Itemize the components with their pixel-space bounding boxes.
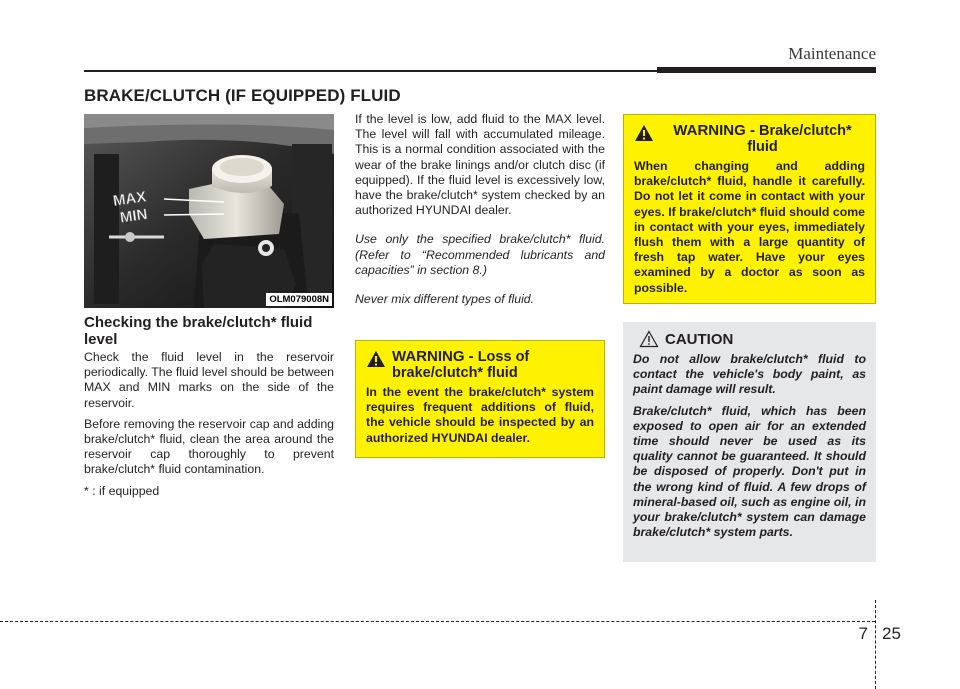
refill-paragraph-1: If the level is low, add fluid to the MAX level. The level will fall with accumulated mileage. This is a normal condition associated with the wear of the brake linings and/or clutch disc (if equipped). If the fluid level is excessively low, have the brake/clutch* system checked by an authorized HYUNDAI dealer. <box>355 112 605 218</box>
caution-label: CAUTION <box>665 330 734 348</box>
section-label: Maintenance <box>788 44 876 63</box>
max-label: MAX <box>111 188 148 210</box>
caution-paragraph-1: Do not allow brake/clutch* fluid to contact the vehicle's body paint, as paint damage will result. <box>633 352 866 397</box>
caution-box <box>623 322 876 562</box>
header-rule-bold <box>657 67 876 73</box>
header-rule <box>84 70 657 72</box>
reservoir-photo <box>84 114 334 308</box>
chapter-number: 7 <box>858 624 868 643</box>
figure-code: OLM079008N <box>266 293 332 306</box>
warning-loss-heading <box>366 349 594 381</box>
caution-paragraph-2: Brake/clutch* fluid, which has been exposed to open air for an extended time should never be used as its quality cannot be guaranteed. It should be disposed of properly. Don't put in the wrong kind of fluid. A few drops of mineral-based oil, such as engine oil, in your brake/clutch* system can damage brake/clutch* system parts. <box>633 403 866 540</box>
caution-body <box>633 352 866 540</box>
warning-triangle-icon <box>634 124 654 142</box>
warning-loss-title: Loss of brake/clutch* fluid <box>392 349 530 381</box>
footnote: * : if equipped <box>84 483 160 498</box>
min-label: MIN <box>118 205 149 227</box>
checking-paragraph-2: Before removing the reservoir cap and adding brake/clutch* fluid, clean the area around the reservoir cap thoroughly to prevent brake/clutch* fluid contamination. <box>84 416 334 477</box>
footer-divider <box>875 600 876 689</box>
caution-triangle-icon <box>639 330 659 348</box>
warning-fluid-body: When changing and adding brake/clutch* fluid, handle it carefully. Do not let it come in contact with your eyes. If brake/clutch* fluid should come in contact with your eyes, immediately flush them with a large quantity of fresh tap water. Have your eyes examined by a doctor as soon as possible. <box>634 159 865 295</box>
warning-fluid-label: WARNING - <box>673 122 755 139</box>
warning-loss-body: In the event the brake/clutch* system requires frequent additions of fluid, the vehicle should be inspected by an authorized HYUNDAI dealer. <box>366 385 594 445</box>
page-number: 25 <box>882 624 901 643</box>
warning-fluid-heading <box>634 123 865 155</box>
checking-heading: Checking the brake/clutch* fluid level <box>84 314 313 348</box>
warning-loss-box <box>355 340 605 458</box>
warning-fluid-title: Brake/clutch* fluid <box>747 123 852 155</box>
caution-heading <box>639 330 866 348</box>
warning-triangle-icon <box>366 350 386 368</box>
refill-paragraph-3: Never mix different types of fluid. <box>355 292 535 307</box>
checking-paragraph-1: Check the fluid level in the reservoir periodically. The fluid level should be between MAX and MIN marks on the side of the reservoir. <box>84 350 334 410</box>
warning-fluid-box <box>623 114 876 304</box>
page-title: BRAKE/CLUTCH (IF EQUIPPED) FLUID <box>84 86 401 105</box>
footer-rule <box>0 621 875 622</box>
checking-text <box>84 350 334 505</box>
refill-text <box>355 112 605 313</box>
refill-paragraph-2: Use only the specified brake/clutch* fluid. (Refer to “Recommended lubricants and capacities” in section 8.) <box>355 232 605 277</box>
warning-loss-label: WARNING - <box>392 348 474 365</box>
